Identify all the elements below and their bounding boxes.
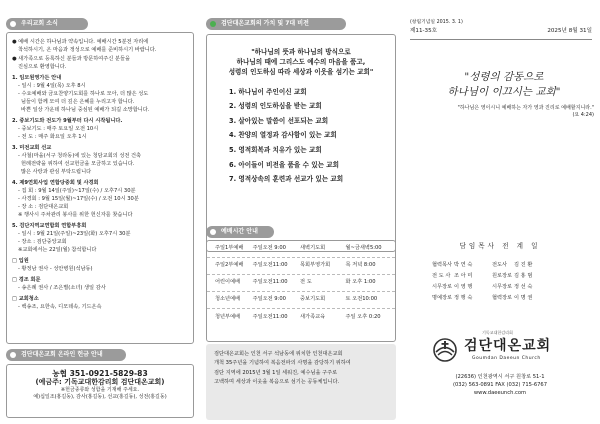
worship-schedule-table <box>206 240 396 342</box>
staff-name: 김 진 환 <box>514 262 533 268</box>
worship-cell: 월~금새벽5:00 <box>345 245 382 252</box>
church-logo <box>432 330 582 365</box>
staff-name: 이 영 행 <box>454 284 473 291</box>
church-phone: (032) 563-0891 FAX (032) 715-6767 <box>452 381 548 388</box>
vision-item: 2. 성령의 인도하심을 받는 교회 <box>229 102 322 111</box>
senior-pastor: 담임목사 전 계 일 <box>459 242 541 250</box>
vision-list <box>229 88 395 184</box>
news-section-heading: 1. 임모원영가든 안내 <box>12 75 62 82</box>
news-section-heading: 2. 중보기도와 전도가 9월부터 다시 시작됩니다. <box>12 118 123 125</box>
contact-info <box>400 374 600 397</box>
vision-box <box>206 34 396 252</box>
bullet-dot-icon <box>210 21 216 27</box>
news-line: - 일시 : 9월 21일(주일)~23일(화) 오후7시 30분 <box>18 231 131 238</box>
worship-cell: 화 오후 1:00 <box>345 279 376 286</box>
staff-role: 명예장로 <box>432 295 453 302</box>
bank-account-box <box>6 364 194 418</box>
bank-note: ※헌금종류와 성함을 기재해 주세요. <box>60 387 140 394</box>
worship-cell: 중보기도회 <box>300 296 326 303</box>
vision-header <box>206 18 346 30</box>
news-section-heading: 3. 미전교회 선교 <box>12 145 52 152</box>
worship-cell: 주일1부예배 <box>215 245 244 252</box>
staff-name: 박 연 숙 <box>454 262 473 268</box>
right-column <box>400 0 600 424</box>
worship-row <box>207 309 395 326</box>
news-line: - 송은례 권사 / 조은별(소녀) 생일 감사 <box>18 285 106 292</box>
news-line: - 장소 : 검단중앙교회 <box>18 239 67 246</box>
worship-title: 예배시간 안내 <box>221 227 258 235</box>
worship-cell: 주일 오후 0:20 <box>345 313 381 320</box>
worship-row <box>207 258 395 275</box>
bank-account-holder: (예금주: 기독교대한감리회 검단대온교회) <box>35 378 165 387</box>
worship-cell: 주일오전 9:00 <box>252 245 286 252</box>
worship-cell: 목회부영가회 <box>300 262 331 269</box>
news-line: - 황정남 권사 - 성안병원(석남동) <box>18 266 93 273</box>
news-line: - 사철(마을(서구 청라동)에 있는 청담교회의 성전 건축 <box>18 153 142 160</box>
vision-item: 3. 살아있는 말씀이 선포되는 교회 <box>229 116 329 125</box>
founding-date: (창립기념일 2015. 3. 1) <box>410 20 463 25</box>
worship-cell: 주일오전11:00 <box>252 262 288 269</box>
worship-cell: 새가족교육 <box>300 313 326 320</box>
news-line: - 백송조, 요한속, 디모데속, 기드온속 <box>18 304 102 311</box>
church-news-box <box>6 32 194 344</box>
bullet-dot-icon <box>10 352 16 358</box>
bible-verse <box>410 105 594 119</box>
staff-role: 시무장로 <box>432 284 453 291</box>
worship-cell: 청년부예배 <box>215 313 241 320</box>
verse-reference: (요 4:24) <box>572 112 594 118</box>
worship-cell: 어린이예배 <box>215 279 241 286</box>
news-line: ※ 행사시 주차관리 봉사를 위한 헌신자를 찾습니다 <box>18 212 133 219</box>
church-website[interactable]: www.daeeunch.com <box>473 389 527 396</box>
staff-role: 협력장로 <box>492 295 513 302</box>
bulletin-header <box>410 20 592 40</box>
worship-row <box>207 241 395 258</box>
staff-list <box>432 262 572 302</box>
news-line: 착석하시기, 온 마음과 정성으로 예배를 준비하시기 바랍니다. <box>18 47 157 54</box>
staff-name: 이 명 권 <box>514 295 533 302</box>
staff-name: 김 홍 범 <box>514 273 533 280</box>
news-line: - 수요예배와 금요찬양기도회를 하나로 모아, 더 많은 성도 <box>18 91 149 98</box>
news-line: 진심으로 환영합니다. <box>18 64 67 71</box>
bank-account-number: 농협 351-0921-5829-83 <box>52 369 148 378</box>
worship-header <box>206 226 274 238</box>
news-line: - 장 소 : 검단대온교회 <box>18 204 69 211</box>
church-news-title: 우리교회 소식 <box>21 19 58 27</box>
worship-cell: 주일오전11:00 <box>252 279 288 286</box>
staff-name: 조 아 미 <box>454 273 473 280</box>
news-line: 많은 사랑과 관심 부탁드립니다 <box>21 169 92 176</box>
church-motto <box>418 70 590 99</box>
news-line: ● 새가족으로 등록하신 분들과 방문하여주신 분들을 <box>12 56 131 63</box>
news-line: - 전 도 : 매주 화요일 오후 1시 <box>18 134 87 141</box>
news-line: - 일시 : 9월 4일(목) 오후 8시 <box>18 83 86 90</box>
bank-example: 예)십일조(홍길동), 감사(홍길동), 선교(홍길동), 성전(홍길동) <box>33 393 167 400</box>
staff-role: 시무장로 <box>492 284 513 291</box>
news-line: 님들이 함께 모여 더 깊은 은혜를 누리고자 합니다. <box>21 99 135 106</box>
online-offering-header <box>6 349 126 361</box>
church-name-english: Goumdan Daeeun Church <box>472 356 541 361</box>
news-line: - 중보기도 : 매주 토요일 오전 10시 <box>18 126 99 133</box>
worship-cell: 주일오전11:00 <box>252 313 288 320</box>
header-divider <box>410 39 592 40</box>
news-line: - 집 회 : 9월 14일(주일)~17일(수) / 오후7시 30분 <box>18 188 136 195</box>
online-offering-title: 검단대온교회 온라인 헌금 안내 <box>21 350 103 358</box>
bullet-dot-icon <box>10 21 16 27</box>
staff-role: 전도사 <box>492 262 508 268</box>
news-section-heading: 5. 검단지역교연합회 연합부흥회 <box>12 223 87 230</box>
vision-item: 4. 찬양의 열정과 감사함이 있는 교회 <box>229 131 337 140</box>
vision-item: 6. 아이들이 비전을 품을 수 있는 교회 <box>229 160 340 169</box>
middle-column <box>200 0 400 424</box>
volume-number: 제11-35호 <box>410 28 438 35</box>
church-name: 검단대온교회 <box>464 338 552 354</box>
vision-item: 7. 영적상속의 훈련과 선교가 있는 교회 <box>229 175 344 184</box>
worship-cell: 새벽기도회 <box>300 245 326 252</box>
worship-cell: 목 저녁 8:00 <box>345 262 376 269</box>
news-line: 바쁜 일상 가운데 하나님 중심된 예배가 되길 소망합니다. <box>21 107 150 114</box>
church-news-header <box>6 18 88 30</box>
intro-line: 개척 35주년을 기념하여 복음전파의 사명을 감당하기 위하여 <box>214 360 351 367</box>
worship-cell: 토 오전10:00 <box>345 296 378 303</box>
vision-statement <box>207 47 395 78</box>
church-address: (22636) 인천광역시 서구 원창로 51-1 <box>455 374 545 380</box>
vision-item: 1. 하나님이 주인이신 교회 <box>229 87 307 96</box>
staff-role: 협력목사 <box>432 262 453 268</box>
church-intro-box <box>206 344 396 420</box>
news-section-heading: □ 입원 <box>12 258 29 265</box>
verse-text: "하나님은 영이시니 예배하는 자가 영과 진리로 예배할지니라." <box>457 105 594 111</box>
bullet-dot-icon <box>210 229 216 235</box>
staff-name: 정 선 숙 <box>514 284 533 291</box>
vision-line: 하나님의 때에 그리스도 예수의 마음을 품고, <box>236 58 366 67</box>
news-line: ※교회에서는 22일(월) 참석합니다 <box>18 247 97 254</box>
worship-cell: 주일2부예배 <box>215 262 244 269</box>
intro-line: 검단대온교회는 인천 서구 석남동에 위치한 인천대온교회 <box>214 351 343 357</box>
intro-line: 검단 지역에 2015년 3월 1일 세워진, 예수님을 구주로 <box>214 369 338 376</box>
bulletin-date: 2025년 8월 31일 <box>547 28 592 35</box>
staff-role: 전 도 사 <box>432 273 451 280</box>
denomination-label: 기독교대한감리회 <box>482 330 513 335</box>
vision-line: 성령의 인도하심 따라 세상과 이웃을 섬기는 교회" <box>228 68 374 77</box>
news-section-heading: □ 교회청소 <box>12 296 39 303</box>
motto-line: "성령의 감동으로 <box>464 71 544 83</box>
news-line: ● 예배 시간은 하나님과 약속입니다. 예배시간 5분전 자리에 <box>12 39 149 45</box>
left-column <box>0 0 200 424</box>
motto-line: 하나님이 이끄시는 교회" <box>447 85 561 98</box>
worship-cell: 청소년예배 <box>215 296 241 303</box>
worship-row <box>207 292 395 309</box>
vision-title: 검단대온교회의 가치 및 7대 비전 <box>221 19 309 27</box>
church-emblem-icon <box>432 337 460 363</box>
worship-cell: 전 도 <box>300 279 312 286</box>
intro-line: 고백하며 세상과 이웃을 복음으로 섬기는 공동체입니다. <box>214 379 340 386</box>
worship-row <box>207 275 395 292</box>
staff-role: 원로장로 <box>492 273 513 280</box>
worship-cell: 주일오전 9:00 <box>252 296 286 303</box>
staff-name: 정 행 숙 <box>454 295 473 302</box>
news-line: - 사경회 : 9월 15일(월)~17일(수) / 오전 10시 30분 <box>18 196 139 203</box>
news-section-heading: □ 경조 회문 <box>12 277 41 284</box>
news-line: 헌례전략을 위하여 선교헌금을 모금하고 있습니다. <box>21 161 135 168</box>
news-section-heading: 4. 제9연회사업 연합당중회 및 사경회 <box>12 180 99 187</box>
vision-line: "하나님의 뜻과 하나님의 방식으로 <box>251 48 351 56</box>
vision-item: 5. 영적회복과 치유가 있는 교회 <box>229 145 322 154</box>
